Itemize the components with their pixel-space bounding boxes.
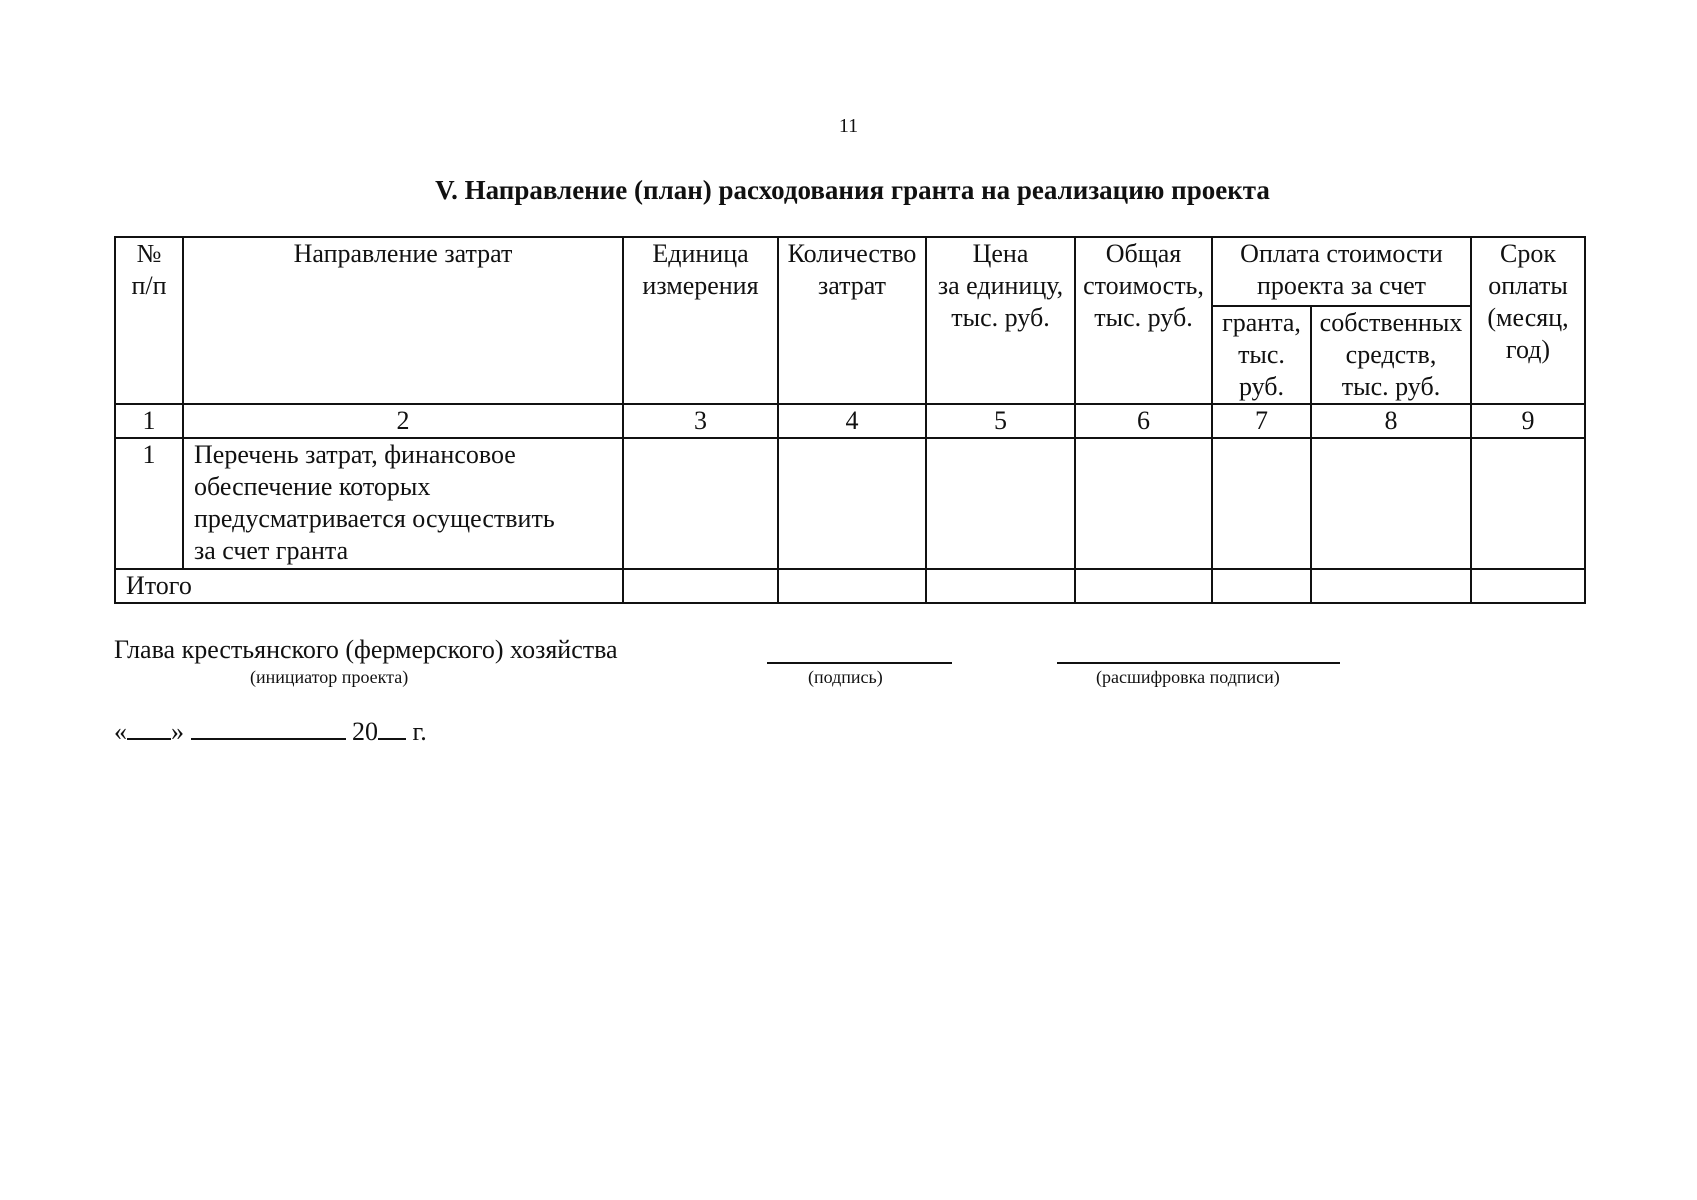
header-text: руб. [1238, 372, 1285, 401]
header-text: гранта, [1222, 308, 1301, 337]
signature-label: Глава крестьянского (фермерского) хозяйства [114, 635, 618, 664]
row-direction-line: обеспечение которых [194, 472, 431, 501]
year-prefix: 20 [352, 717, 378, 746]
row-direction-line: за счет гранта [194, 536, 349, 565]
header-row-number [115, 237, 183, 404]
header-text: год) [1505, 335, 1551, 364]
header-payment-group [1212, 237, 1471, 306]
header-payment-term [1471, 237, 1585, 404]
header-text: Оплата стоимости [1240, 239, 1443, 268]
row-direction-line: предусматривается осуществить [194, 504, 555, 533]
header-total-cost [1075, 237, 1212, 404]
column-number: 5 [926, 404, 1075, 438]
column-number-row [115, 404, 1585, 438]
header-text: проекта за счет [1256, 271, 1427, 300]
header-unit [623, 237, 778, 404]
total-cell[interactable] [1471, 569, 1585, 603]
date-line [114, 712, 427, 748]
column-number: 4 [778, 404, 926, 438]
row-quantity-cell[interactable] [778, 438, 926, 569]
column-number: 8 [1311, 404, 1471, 438]
total-cell[interactable] [1212, 569, 1311, 603]
open-quote: « [114, 717, 127, 746]
header-text: Направление затрат [293, 239, 513, 268]
header-text: Общая [1105, 239, 1182, 268]
month-blank[interactable] [191, 712, 346, 740]
header-text: п/п [131, 271, 167, 300]
header-text: № [136, 239, 162, 268]
column-number: 7 [1212, 404, 1311, 438]
header-text: Срок [1500, 239, 1556, 268]
header-text: Единица [652, 239, 749, 268]
total-label: Итого [115, 569, 623, 603]
header-text: Количество [787, 239, 917, 268]
header-text: тыс. руб. [1094, 303, 1193, 332]
day-blank[interactable] [127, 712, 171, 740]
signature-decoding-line[interactable] [1057, 662, 1340, 664]
close-quote: » [171, 717, 184, 746]
header-text: Цена [972, 239, 1029, 268]
header-direction [183, 237, 623, 404]
header-text: тыс. руб. [951, 303, 1050, 332]
header-grant [1212, 306, 1311, 404]
initiator-caption: (инициатор проекта) [250, 667, 409, 687]
table-row [115, 438, 1585, 569]
row-direction-line: Перечень затрат, финансовое [194, 440, 516, 469]
column-number: 6 [1075, 404, 1212, 438]
year-suffix: г. [412, 717, 427, 746]
expense-plan-table [114, 236, 1586, 604]
header-text: стоимость, [1083, 271, 1204, 300]
row-grant-cell[interactable] [1212, 438, 1311, 569]
total-cell[interactable] [926, 569, 1075, 603]
total-cell[interactable] [623, 569, 778, 603]
total-cell[interactable] [778, 569, 926, 603]
row-price-cell[interactable] [926, 438, 1075, 569]
header-text: за единицу, [937, 271, 1064, 300]
header-text: оплаты [1488, 271, 1568, 300]
header-quantity [778, 237, 926, 404]
column-number: 9 [1471, 404, 1585, 438]
column-number: 1 [115, 404, 183, 438]
signature-caption: (подпись) [808, 667, 883, 687]
decoding-caption: (расшифровка подписи) [1096, 667, 1280, 687]
header-text: тыс. [1238, 340, 1285, 369]
year-blank[interactable] [378, 712, 406, 740]
row-unit-cell[interactable] [623, 438, 778, 569]
header-text: измерения [642, 271, 759, 300]
header-price [926, 237, 1075, 404]
header-text: тыс. руб. [1341, 372, 1441, 401]
row-own-funds-cell[interactable] [1311, 438, 1471, 569]
header-text: (месяц, [1487, 303, 1569, 332]
header-text: средств, [1345, 340, 1437, 369]
signature-line[interactable] [767, 662, 952, 664]
header-text: собственных [1319, 308, 1463, 337]
section-title: V. Направление (план) расходования гранта на реализацию проекта [435, 175, 1270, 205]
header-text: затрат [817, 271, 887, 300]
column-number: 3 [623, 404, 778, 438]
column-number: 2 [183, 404, 623, 438]
row-direction [183, 438, 623, 569]
page-number: 11 [838, 115, 859, 137]
total-row [115, 569, 1585, 603]
header-row [115, 237, 1585, 306]
row-term-cell[interactable] [1471, 438, 1585, 569]
row-number: 1 [115, 438, 183, 569]
total-cell[interactable] [1075, 569, 1212, 603]
row-total-cell[interactable] [1075, 438, 1212, 569]
header-own-funds [1311, 306, 1471, 404]
total-cell[interactable] [1311, 569, 1471, 603]
